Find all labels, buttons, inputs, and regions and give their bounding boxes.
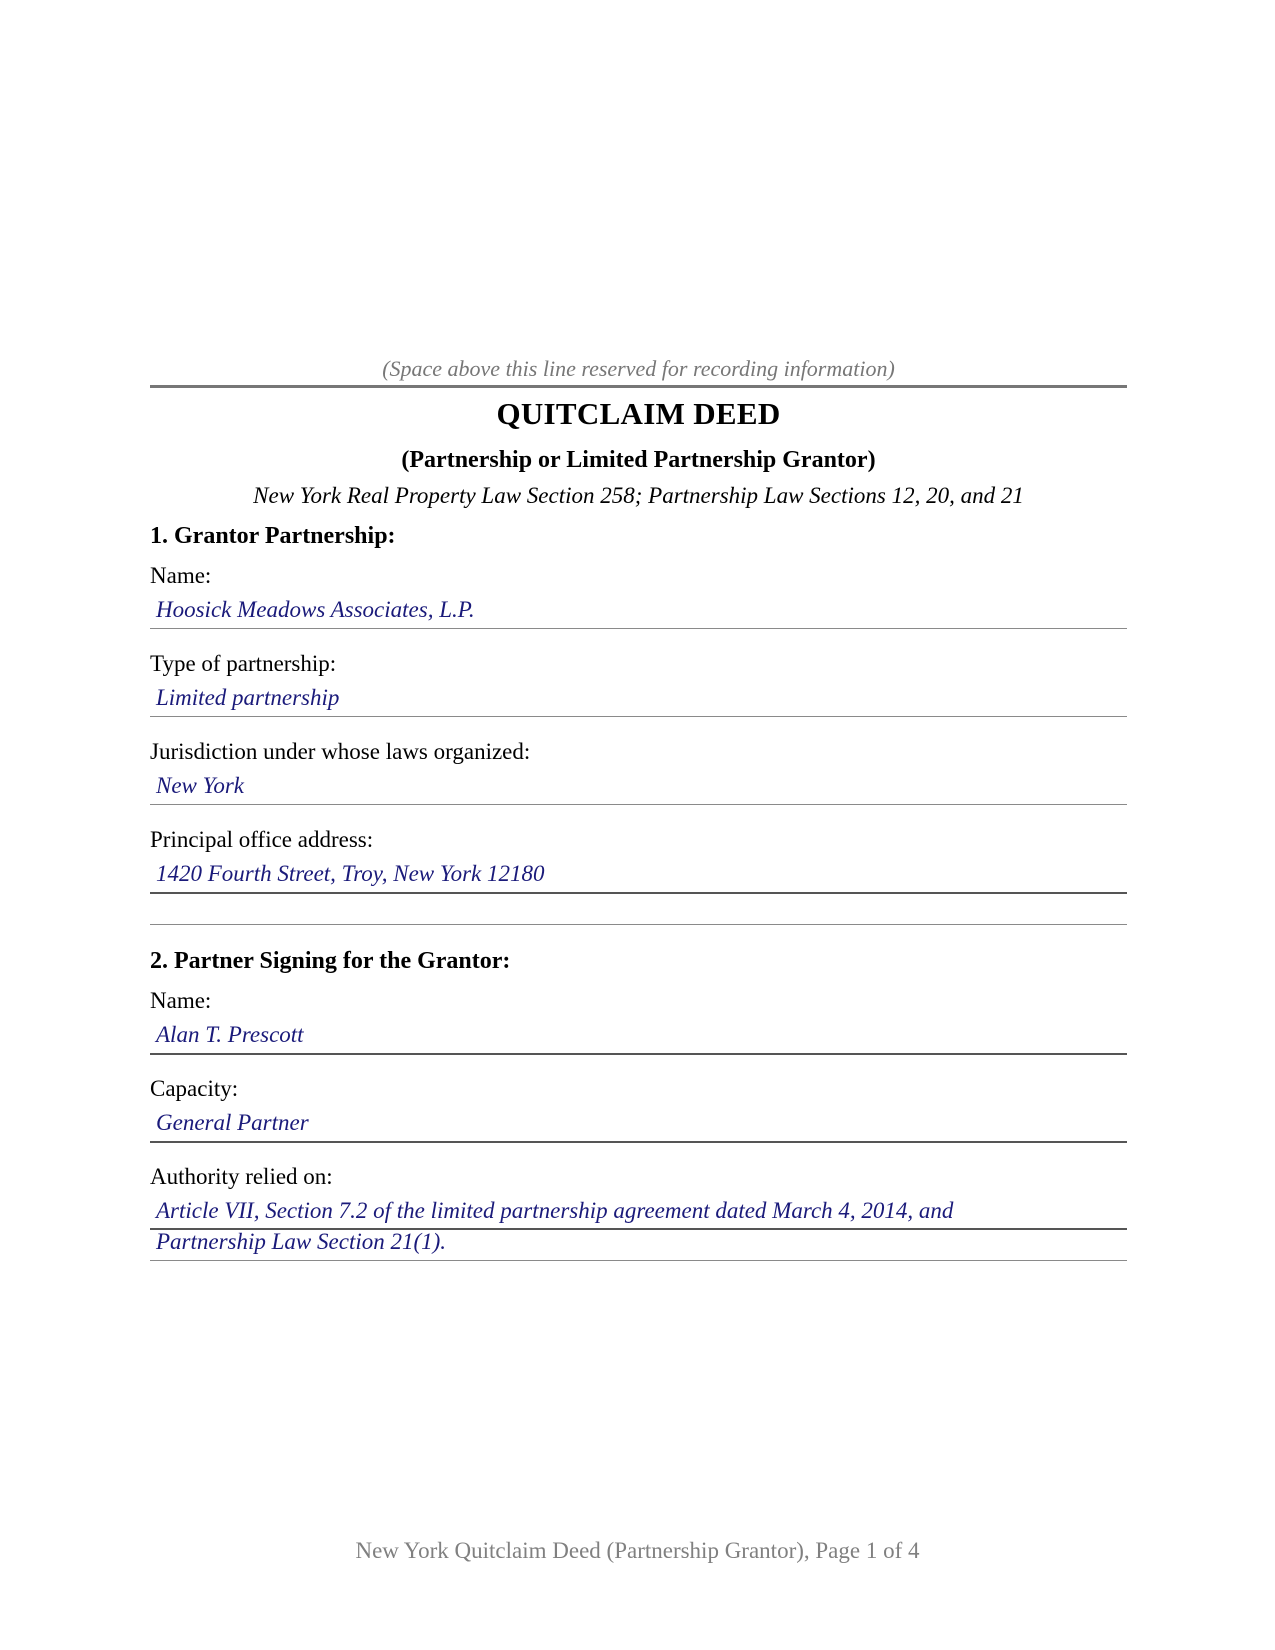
capacity-rule xyxy=(150,1141,1127,1143)
jurisdiction-value: New York xyxy=(156,773,244,798)
document-subtitle: (Partnership or Limited Partnership Grantor) xyxy=(401,447,876,473)
document-title: QUITCLAIM DEED xyxy=(496,396,781,431)
section-1-heading: 1. Grantor Partnership: xyxy=(150,523,396,549)
jurisdiction-label: Jurisdiction under whose laws organized: xyxy=(150,739,531,764)
principal-office-label: Principal office address: xyxy=(150,827,374,852)
recording-space-rule xyxy=(150,385,1127,388)
page-footer: New York Quitclaim Deed (Partnership Grantor), Page 1 of 4 xyxy=(355,1538,920,1563)
grantor-name-label: Name: xyxy=(150,563,212,588)
authority-rule-2 xyxy=(150,1260,1127,1261)
capacity-label: Capacity: xyxy=(150,1076,239,1101)
authority-label: Authority relied on: xyxy=(150,1164,333,1189)
partnership-type-rule xyxy=(150,716,1127,717)
section-2-heading: 2. Partner Signing for the Grantor: xyxy=(150,948,511,974)
principal-office-rule-2 xyxy=(150,924,1127,925)
statutory-citation: New York Real Property Law Section 258; Partnership Law Sections 12, 20, and 21 xyxy=(253,483,1024,508)
partnership-type-label: Type of partnership: xyxy=(150,651,337,676)
principal-office-rule xyxy=(150,892,1127,894)
partner-name-rule xyxy=(150,1053,1127,1055)
authority-value-line-2: Partnership Law Section 21(1). xyxy=(156,1229,447,1254)
partner-name-value: Alan T. Prescott xyxy=(156,1022,304,1047)
principal-office-value: 1420 Fourth Street, Troy, New York 12180 xyxy=(156,861,545,886)
jurisdiction-rule xyxy=(150,804,1127,805)
authority-value-line-1: Article VII, Section 7.2 of the limited partnership agreement dated March 4, 2014, and xyxy=(156,1198,954,1223)
partnership-type-value: Limited partnership xyxy=(156,685,340,710)
partner-name-label: Name: xyxy=(150,988,212,1013)
recording-space-note: (Space above this line reserved for recording information) xyxy=(382,356,895,381)
capacity-value: General Partner xyxy=(156,1110,309,1135)
grantor-name-rule xyxy=(150,628,1127,629)
grantor-name-value: Hoosick Meadows Associates, L.P. xyxy=(156,597,475,622)
